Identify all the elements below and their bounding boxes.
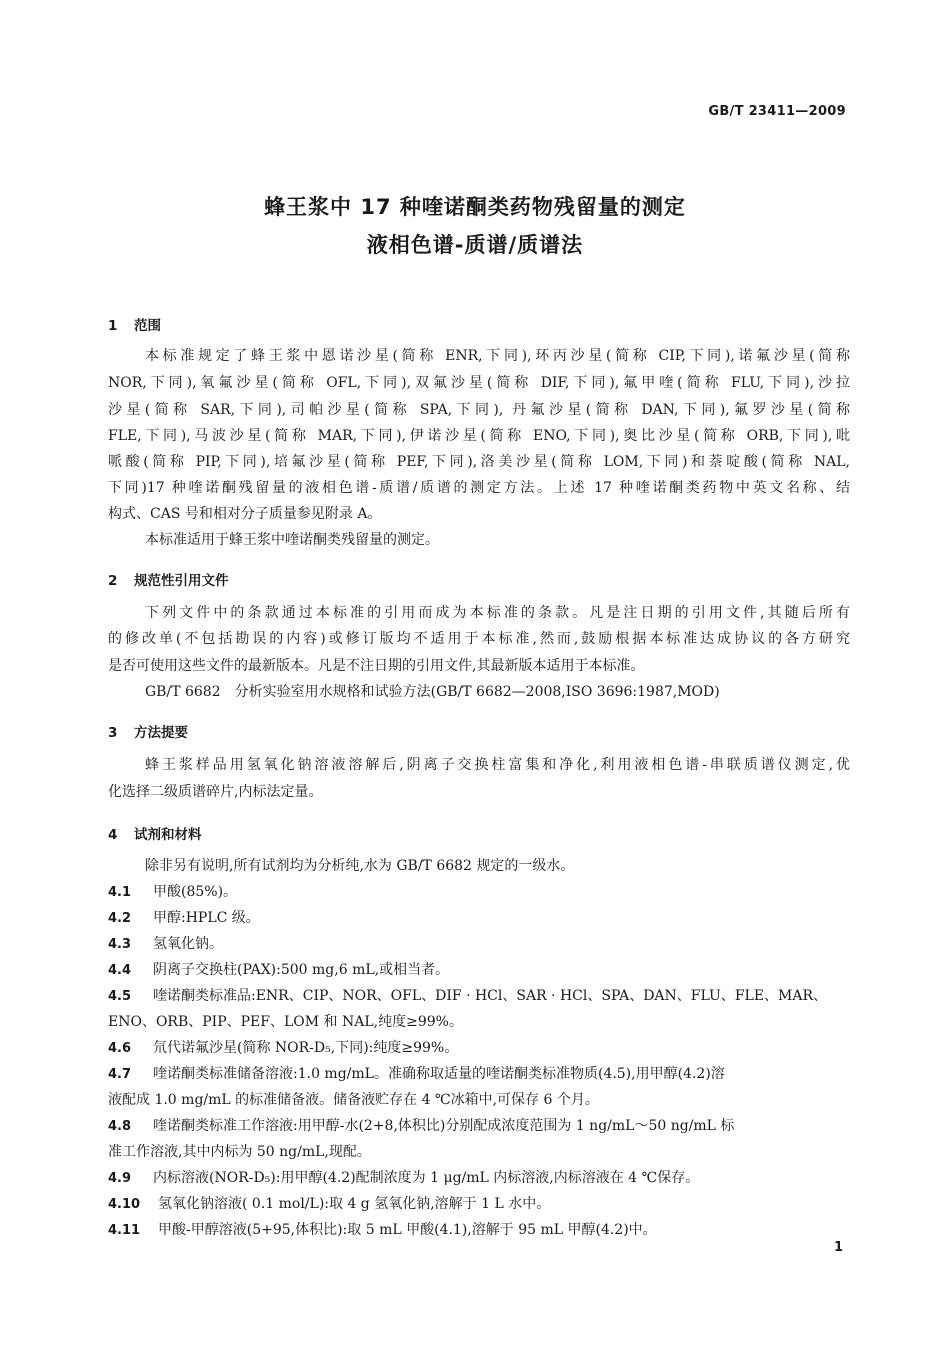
section-3-heading [108,721,188,741]
item-number: 4.8 [108,1119,132,1134]
list-item [108,909,260,928]
item-text-continued: ENO、ORB、PIP、PEF、LOM 和 NAL,纯度≥99%。 [108,1014,463,1030]
section-title: 规范性引用文件 [134,573,229,589]
item-number: 4.5 [108,989,132,1004]
section-number: 4 [108,827,118,843]
item-number: 4.7 [108,1067,132,1082]
item-number: 4.11 [108,1223,141,1238]
section-number: 3 [108,725,118,741]
paragraph-line: 化选择二级质谱碎片,内标法定量。 [108,784,323,800]
item-text: 甲酸-甲醇溶液(5+95,体积比):取 5 mL 甲酸(4.1),溶解于 95 mL 甲醇(4.2)中。 [158,1222,657,1238]
list-item [108,961,449,980]
item-text: 甲酸(85%)。 [153,884,238,900]
item-text-continued: 液配成 1.0 mg/mL 的标准储备液。储备液贮存在 4 ℃冰箱中,可保存 6 个月。 [108,1092,599,1108]
paragraph-line: 本标准适用于蜂王浆中喹诺酮类残留量的测定。 [145,532,439,548]
paragraph-line: 哌酸(简称 PIP,下同),培氟沙星(简称 PEF,下同),洛美沙星(简称 LOM,下同)和萘啶酸(简称 NAL, [108,454,850,470]
document-title-line1: 蜂王浆中 17 种喹诺酮类药物残留量的测定 [264,195,686,219]
item-text: 喹诺酮类标准储备溶液:1.0 mg/mL。准确称取适量的喹诺酮类标准物质(4.5),用甲醇(4.2)溶 [153,1066,725,1082]
list-item [108,1221,657,1240]
item-text: 氢氧化钠溶液( 0.1 mol/L):取 4 g 氢氧化钠,溶解于 1 L 水中。 [158,1196,551,1212]
paragraph-line: 构式、CAS 号和相对分子质量参见附录 A。 [108,506,382,522]
normative-reference: GB/T 6682 分析实验室用水规格和试验方法(GB/T 6682—2008,ISO 3696:1987,MOD) [145,684,720,700]
item-text: 喹诺酮类标准工作溶液:用甲醇-水(2+8,体积比)分别配成浓度范围为 1 ng/mL～50 ng/mL 标 [153,1118,735,1134]
list-item [108,1065,725,1084]
item-text: 氘代诺氟沙星(简称 NOR-D₅,下同):纯度≥99%。 [153,1040,459,1056]
item-text: 阴离子交换柱(PAX):500 mg,6 mL,或相当者。 [153,962,450,978]
item-number: 4.1 [108,885,132,900]
section-4-heading [108,823,202,843]
item-number: 4.9 [108,1171,132,1186]
item-text-continued: 准工作溶液,其中内标为 50 ng/mL,现配。 [108,1144,371,1160]
document-title-line2: 液相色谱-质谱/质谱法 [366,233,584,257]
paragraph-line: NOR,下同),氧氟沙星(简称 OFL,下同),双氟沙星(简称 DIF,下同),氟甲喹(简称 FLU,下同),沙拉 [108,375,850,391]
item-text: 内标溶液(NOR-D₅):用甲醇(4.2)配制浓度为 1 μg/mL 内标溶液,内标溶液在 4 ℃保存。 [153,1170,700,1186]
paragraph-line: 是否可使用这些文件的最新版本。凡是不注日期的引用文件,其最新版本适用于本标准。 [108,658,645,674]
list-item [108,1195,550,1214]
list-item [108,1169,699,1188]
paragraph-line: FLE,下同),马波沙星(简称 MAR,下同),伊诺沙星(简称 ENO,下同),奥比沙星(简称 ORB,下同),吡 [108,428,850,444]
list-item [108,1039,458,1058]
list-item [108,1117,734,1136]
item-number: 4.4 [108,963,132,978]
item-text: 甲醇:HPLC 级。 [153,910,260,926]
item-number: 4.2 [108,911,132,926]
paragraph-line: 除非另有说明,所有试剂均为分析纯,水为 GB/T 6682 规定的一级水。 [145,858,575,874]
list-item [108,883,237,902]
paragraph-line: 下列文件中的条款通过本标准的引用而成为本标准的条款。凡是注日期的引用文件,其随后所有 [145,605,850,621]
section-title: 方法提要 [134,725,188,741]
list-item [108,987,850,1006]
standard-code: GB/T 23411—2009 [708,104,846,119]
section-2-heading [108,569,229,589]
paragraph-line: 的修改单(不包括勘误的内容)或修订版均不适用于本标准,然而,鼓励根据本标准达成协议的各方研究 [108,631,850,647]
paragraph-line: 本标准规定了蜂王浆中恩诺沙星(简称 ENR,下同),环丙沙星(简称 CIP,下同),诺氟沙星(简称 [145,348,850,364]
section-number: 1 [108,318,118,334]
item-number: 4.3 [108,937,132,952]
item-number: 4.10 [108,1197,141,1212]
item-number: 4.6 [108,1041,132,1056]
section-number: 2 [108,573,118,589]
page-number: 1 [833,1240,843,1255]
paragraph-line: 蜂王浆样品用氢氧化钠溶液溶解后,阴离子交换柱富集和净化,利用液相色谱-串联质谱仪测定,优 [145,757,850,773]
section-1-heading [108,314,161,334]
list-item [108,935,223,954]
section-title: 试剂和材料 [134,827,202,843]
paragraph-line: 沙星(简称 SAR,下同),司帕沙星(简称 SPA,下同), 丹氟沙星(简称 DAN,下同),氟罗沙星(简称 [108,402,850,418]
paragraph-line: 下同)17 种喹诺酮残留量的液相色谱-质谱/质谱的测定方法。上述 17 种喹诺酮类药物中英文名称、结 [108,480,850,496]
item-text: 氢氧化钠。 [153,936,223,952]
item-text: 喹诺酮类标准品:ENR、CIP、NOR、OFL、DIF · HCl、SAR · HCl、SPA、DAN、FLU、FLE、MAR、 [153,988,828,1004]
section-title: 范围 [134,318,161,334]
